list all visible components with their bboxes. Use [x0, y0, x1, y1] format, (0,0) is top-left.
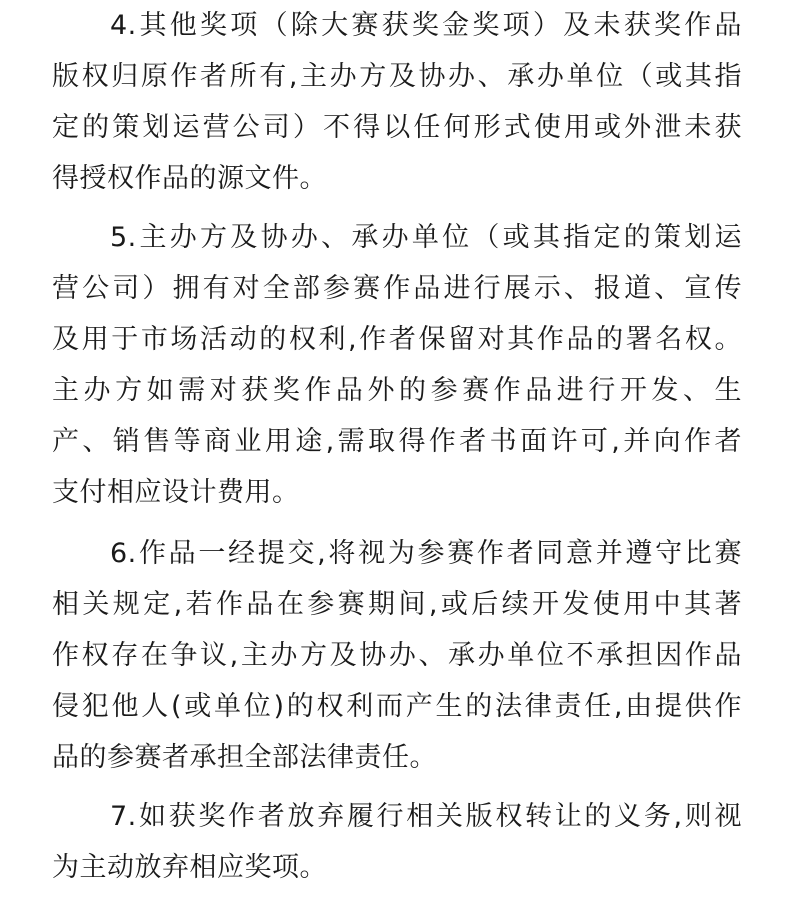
paragraph-line: 得授权作品的源文件。	[52, 163, 327, 194]
paragraph-line: 品的参赛者承担全部法律责任。	[52, 742, 437, 773]
paragraph-line: 为主动放弃相应奖项。	[52, 852, 327, 883]
paragraph-line: 产、销售等商业用途,需取得作者书面许可,并向作者	[52, 426, 742, 457]
paragraph-line: 定的策划运营公司）不得以任何形式使用或外泄未获	[52, 112, 742, 143]
paragraph-line: 7.如获奖作者放弃履行相关版权转让的义务,则视	[110, 801, 742, 832]
paragraph-line: 主办方如需对获奖作品外的参赛作品进行开发、生	[52, 375, 742, 406]
paragraph-line: 侵犯他人(或单位)的权利而产生的法律责任,由提供作	[52, 691, 742, 722]
paragraph-line: 5.主办方及协办、承办单位（或其指定的策划运	[110, 222, 742, 253]
paragraph-line: 作权存在争议,主办方及协办、承办单位不承担因作品	[52, 640, 742, 671]
paragraph-line: 营公司）拥有对全部参赛作品进行展示、报道、宣传	[52, 273, 742, 304]
paragraph-line: 版权归原作者所有,主办方及协办、承办单位（或其指	[52, 61, 742, 92]
paragraph-line: 6.作品一经提交,将视为参赛作者同意并遵守比赛	[110, 538, 742, 569]
paragraph-line: 支付相应设计费用。	[52, 477, 300, 508]
paragraph-line: 相关规定,若作品在参赛期间,或后续开发使用中其著	[52, 589, 742, 620]
paragraph-line: 及用于市场活动的权利,作者保留对其作品的署名权。	[52, 324, 742, 355]
paragraph-line: 4.其他奖项（除大赛获奖金奖项）及未获奖作品	[110, 10, 742, 41]
